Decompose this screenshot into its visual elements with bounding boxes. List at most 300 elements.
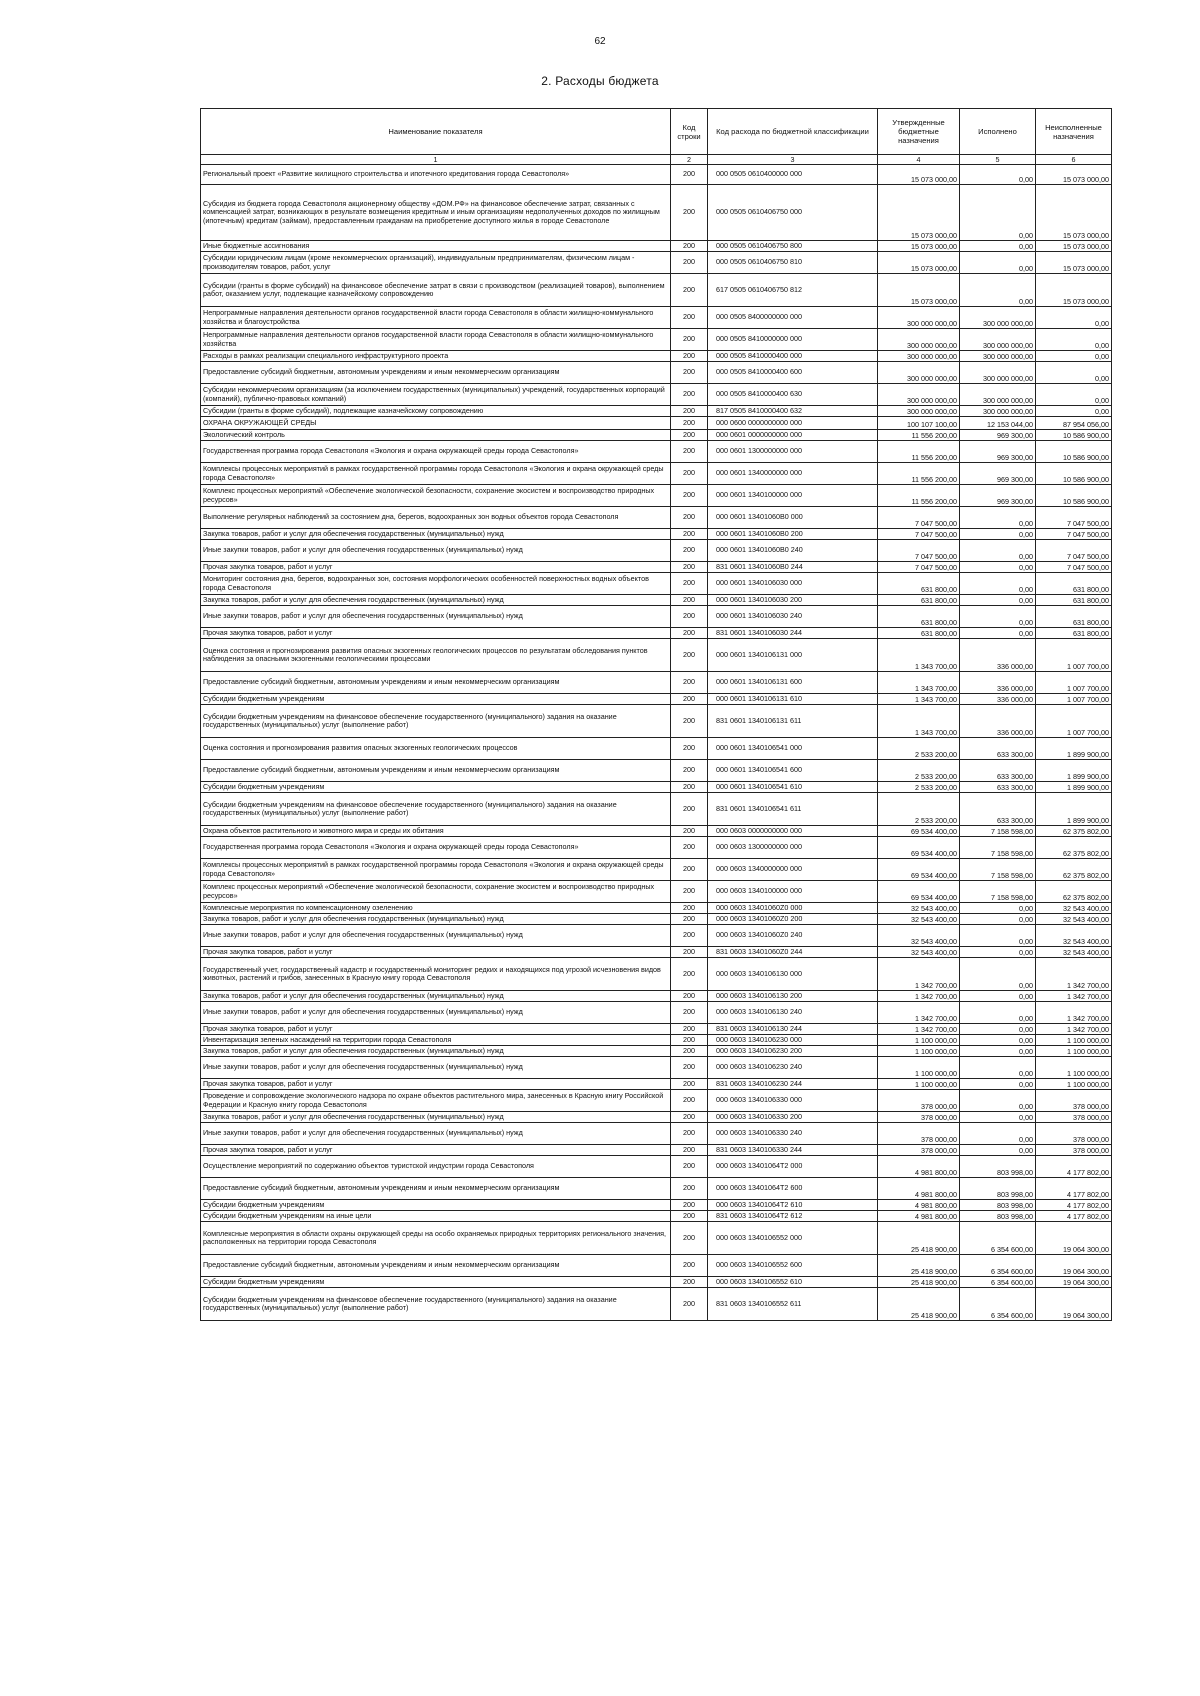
executed-amount-cell: 0,00 — [960, 947, 1036, 958]
approved-amount-cell: 25 418 900,00 — [878, 1222, 960, 1255]
unexecuted-amount-cell: 15 073 000,00 — [1036, 241, 1112, 252]
line-code-cell: 200 — [671, 914, 708, 925]
executed-amount-cell: 0,00 — [960, 573, 1036, 595]
executed-amount-cell: 0,00 — [960, 1024, 1036, 1035]
unexecuted-amount-cell: 10 586 900,00 — [1036, 430, 1112, 441]
budget-code-cell: 000 0601 1340000000 000 — [708, 463, 878, 485]
header-row — [201, 109, 1112, 155]
budget-code-cell: 000 0603 1340106552 000 — [708, 1222, 878, 1255]
indicator-name-cell: Прочая закупка товаров, работ и услуг — [201, 1145, 671, 1156]
indicator-name-cell: Прочая закупка товаров, работ и услуг — [201, 562, 671, 573]
approved-amount-cell: 25 418 900,00 — [878, 1288, 960, 1321]
approved-amount-cell: 7 047 500,00 — [878, 562, 960, 573]
line-code-cell: 200 — [671, 958, 708, 991]
budget-code-cell: 000 0601 1340100000 000 — [708, 485, 878, 507]
unexecuted-amount-cell: 19 064 300,00 — [1036, 1222, 1112, 1255]
unexecuted-amount-cell: 15 073 000,00 — [1036, 274, 1112, 307]
approved-amount-cell: 32 543 400,00 — [878, 914, 960, 925]
approved-amount-cell: 7 047 500,00 — [878, 540, 960, 562]
line-code-cell: 200 — [671, 991, 708, 1002]
table-body — [201, 165, 1112, 1321]
approved-amount-cell: 11 556 200,00 — [878, 441, 960, 463]
table-row — [201, 1211, 1112, 1222]
table-row — [201, 1156, 1112, 1178]
indicator-name-cell: Предоставление субсидий бюджетным, автономным учреждениям и иным некоммерческим организациям — [201, 362, 671, 384]
indicator-name-cell: Субсидии некоммерческим организациям (за исключением государственных (муниципальных) учреждений, государственных корпораций (компаний), публично-правовых компаний) — [201, 384, 671, 406]
indicator-name-cell: Иные закупки товаров, работ и услуг для обеспечения государственных (муниципальных) нужд — [201, 540, 671, 562]
line-code-cell: 200 — [671, 1079, 708, 1090]
unexecuted-amount-cell: 32 543 400,00 — [1036, 947, 1112, 958]
budget-code-cell: 000 0601 13401060В0 000 — [708, 507, 878, 529]
table-row — [201, 914, 1112, 925]
approved-amount-cell: 1 342 700,00 — [878, 991, 960, 1002]
line-code-cell: 200 — [671, 628, 708, 639]
unexecuted-amount-cell: 1 100 000,00 — [1036, 1079, 1112, 1090]
executed-amount-cell: 0,00 — [960, 185, 1036, 241]
budget-code-cell: 000 0603 1340106330 000 — [708, 1090, 878, 1112]
unexecuted-amount-cell: 32 543 400,00 — [1036, 914, 1112, 925]
table-row — [201, 1255, 1112, 1277]
table-row — [201, 485, 1112, 507]
indicator-name-cell: Комплекс процессных мероприятий «Обеспечение экологической безопасности, сохранение экосистем и воспроизводство природных ресурсов» — [201, 485, 671, 507]
line-code-cell: 200 — [671, 694, 708, 705]
unexecuted-amount-cell: 378 000,00 — [1036, 1123, 1112, 1145]
unexecuted-amount-cell: 87 954 056,00 — [1036, 417, 1112, 430]
table-row — [201, 417, 1112, 430]
executed-amount-cell: 633 300,00 — [960, 782, 1036, 793]
line-code-cell: 200 — [671, 793, 708, 826]
approved-amount-cell: 69 534 400,00 — [878, 837, 960, 859]
budget-code-cell: 000 0603 1340106130 200 — [708, 991, 878, 1002]
indicator-name-cell: Комплексные мероприятия по компенсационному озеленению — [201, 903, 671, 914]
approved-amount-cell: 32 543 400,00 — [878, 925, 960, 947]
budget-code-cell: 000 0603 1340106330 240 — [708, 1123, 878, 1145]
budget-code-cell: 000 0600 0000000000 000 — [708, 417, 878, 430]
approved-amount-cell: 15 073 000,00 — [878, 252, 960, 274]
budget-code-cell: 000 0601 0000000000 000 — [708, 430, 878, 441]
indicator-name-cell: Предоставление субсидий бюджетным, автономным учреждениям и иным некоммерческим организациям — [201, 1178, 671, 1200]
executed-amount-cell: 300 000 000,00 — [960, 329, 1036, 351]
approved-amount-cell: 4 981 800,00 — [878, 1156, 960, 1178]
budget-code-cell: 000 0601 1340106030 240 — [708, 606, 878, 628]
indicator-name-cell: Оценка состояния и прогнозирования развития опасных экзогенных геологических процессов по результатам обследования пунктов наблюдения за опасными экзогенными геологическими процессами — [201, 639, 671, 672]
approved-amount-cell: 1 343 700,00 — [878, 705, 960, 738]
approved-amount-cell: 300 000 000,00 — [878, 329, 960, 351]
budget-code-cell: 000 0603 1340106552 610 — [708, 1277, 878, 1288]
line-code-cell: 200 — [671, 562, 708, 573]
approved-amount-cell: 15 073 000,00 — [878, 185, 960, 241]
table-row — [201, 252, 1112, 274]
unexecuted-amount-cell: 7 047 500,00 — [1036, 562, 1112, 573]
unexecuted-amount-cell: 19 064 300,00 — [1036, 1255, 1112, 1277]
budget-code-cell: 000 0603 13401060Z0 200 — [708, 914, 878, 925]
approved-amount-cell: 378 000,00 — [878, 1112, 960, 1123]
indicator-name-cell: Непрограммные направления деятельности органов государственной власти города Севастополя в области жилищно-коммунального хозяйства и благоустройства — [201, 307, 671, 329]
indicator-name-cell: Государственная программа города Севастополя «Экология и охрана окружающей среды города Севастополя» — [201, 441, 671, 463]
line-code-cell: 200 — [671, 595, 708, 606]
table-row — [201, 760, 1112, 782]
unexecuted-amount-cell: 0,00 — [1036, 307, 1112, 329]
budget-code-cell: 000 0505 8410000400 630 — [708, 384, 878, 406]
executed-amount-cell: 0,00 — [960, 529, 1036, 540]
budget-code-cell: 000 0603 13401060Z0 000 — [708, 903, 878, 914]
budget-code-cell: 000 0603 13401064Т2 600 — [708, 1178, 878, 1200]
unexecuted-amount-cell: 0,00 — [1036, 329, 1112, 351]
unexecuted-amount-cell: 7 047 500,00 — [1036, 529, 1112, 540]
indicator-name-cell: Субсидии бюджетным учреждениям — [201, 1277, 671, 1288]
indicator-name-cell: Субсидии бюджетным учреждениям — [201, 782, 671, 793]
approved-amount-cell: 32 543 400,00 — [878, 947, 960, 958]
indicator-name-cell: Комплексы процессных мероприятий в рамках государственной программы города Севастополя «Экология и охрана окружающей среды города Севастополя» — [201, 463, 671, 485]
table-row — [201, 958, 1112, 991]
indicator-name-cell: Предоставление субсидий бюджетным, автономным учреждениям и иным некоммерческим организациям — [201, 1255, 671, 1277]
indicator-name-cell: Оценка состояния и прогнозирования развития опасных экзогенных геологических процессов — [201, 738, 671, 760]
line-code-cell: 200 — [671, 241, 708, 252]
table-row — [201, 1145, 1112, 1156]
executed-amount-cell: 0,00 — [960, 1112, 1036, 1123]
page-title: 2. Расходы бюджета — [541, 74, 659, 88]
line-code-cell: 200 — [671, 485, 708, 507]
table-row — [201, 1178, 1112, 1200]
budget-code-cell: 000 0505 8410000400 000 — [708, 351, 878, 362]
executed-amount-cell: 300 000 000,00 — [960, 384, 1036, 406]
budget-code-cell: 831 0601 13401060В0 244 — [708, 562, 878, 573]
approved-amount-cell: 2 533 200,00 — [878, 738, 960, 760]
approved-amount-cell: 11 556 200,00 — [878, 430, 960, 441]
table-row — [201, 463, 1112, 485]
unexecuted-amount-cell: 4 177 802,00 — [1036, 1156, 1112, 1178]
budget-code-cell: 000 0601 1340106131 600 — [708, 672, 878, 694]
budget-code-cell: 000 0601 1340106131 000 — [708, 639, 878, 672]
budget-code-cell: 831 0603 1340106552 611 — [708, 1288, 878, 1321]
indicator-name-cell: Экологический контроль — [201, 430, 671, 441]
line-code-cell: 200 — [671, 1178, 708, 1200]
line-code-cell: 200 — [671, 925, 708, 947]
unexecuted-amount-cell: 0,00 — [1036, 351, 1112, 362]
executed-amount-cell: 803 998,00 — [960, 1211, 1036, 1222]
approved-amount-cell: 300 000 000,00 — [878, 384, 960, 406]
executed-amount-cell: 0,00 — [960, 274, 1036, 307]
indicator-name-cell: Закупка товаров, работ и услуг для обеспечения государственных (муниципальных) нужд — [201, 1046, 671, 1057]
unexecuted-amount-cell: 1 100 000,00 — [1036, 1046, 1112, 1057]
line-code-cell: 200 — [671, 1145, 708, 1156]
line-code-cell: 200 — [671, 351, 708, 362]
executed-amount-cell: 7 158 598,00 — [960, 826, 1036, 837]
executed-amount-cell: 0,00 — [960, 562, 1036, 573]
indicator-name-cell: Субсидия из бюджета города Севастополя акционерному обществу «ДОМ.РФ» на финансовое обеспечение затрат, связанных с компенсацией затрат, возникающих в результате возмещения кредитным и иным организациям недополученных доходов по жилищным (ипотечным) кредитам (займам), предоставленным гражданам на приобретение доступного жилья в городе Севастополе — [201, 185, 671, 241]
executed-amount-cell: 0,00 — [960, 252, 1036, 274]
budget-code-cell: 000 0505 0610400000 000 — [708, 165, 878, 185]
approved-amount-cell: 7 047 500,00 — [878, 507, 960, 529]
table-row — [201, 430, 1112, 441]
indicator-name-cell: Субсидии бюджетным учреждениям — [201, 694, 671, 705]
line-code-cell: 200 — [671, 307, 708, 329]
line-code-cell: 200 — [671, 540, 708, 562]
executed-amount-cell: 803 998,00 — [960, 1200, 1036, 1211]
indicator-name-cell: Субсидии бюджетным учреждениям — [201, 1200, 671, 1211]
table-row — [201, 826, 1112, 837]
executed-amount-cell: 0,00 — [960, 991, 1036, 1002]
budget-code-cell: 000 0603 1340106130 240 — [708, 1002, 878, 1024]
budget-code-cell: 000 0601 1340106030 000 — [708, 573, 878, 595]
approved-amount-cell: 69 534 400,00 — [878, 826, 960, 837]
executed-amount-cell: 300 000 000,00 — [960, 351, 1036, 362]
unexecuted-amount-cell: 10 586 900,00 — [1036, 485, 1112, 507]
table-row — [201, 705, 1112, 738]
executed-amount-cell: 0,00 — [960, 925, 1036, 947]
table-row — [201, 881, 1112, 903]
table-row — [201, 793, 1112, 826]
column-header-name: Наименование показателя — [201, 109, 671, 155]
approved-amount-cell: 378 000,00 — [878, 1145, 960, 1156]
line-code-cell: 200 — [671, 837, 708, 859]
executed-amount-cell: 803 998,00 — [960, 1178, 1036, 1200]
executed-amount-cell: 0,00 — [960, 165, 1036, 185]
budget-code-cell: 000 0603 1340106330 200 — [708, 1112, 878, 1123]
table-row — [201, 1057, 1112, 1079]
budget-code-cell: 000 0603 0000000000 000 — [708, 826, 878, 837]
indicator-name-cell: Субсидии бюджетным учреждениям на финансовое обеспечение государственного (муниципального) задания на оказание государственных (муниципальных) услуг (выполнение работ) — [201, 793, 671, 826]
table-row — [201, 639, 1112, 672]
column-number: 6 — [1036, 155, 1112, 165]
executed-amount-cell: 633 300,00 — [960, 760, 1036, 782]
executed-amount-cell: 0,00 — [960, 1145, 1036, 1156]
table-row — [201, 1288, 1112, 1321]
executed-amount-cell: 633 300,00 — [960, 793, 1036, 826]
budget-code-cell: 831 0601 1340106030 244 — [708, 628, 878, 639]
unexecuted-amount-cell: 62 375 802,00 — [1036, 881, 1112, 903]
column-header-unexecuted: Неисполненные назначения — [1036, 109, 1112, 155]
executed-amount-cell: 300 000 000,00 — [960, 406, 1036, 417]
executed-amount-cell: 0,00 — [960, 958, 1036, 991]
column-number: 3 — [708, 155, 878, 165]
indicator-name-cell: Комплекс процессных мероприятий «Обеспечение экологической безопасности, сохранение экосистем и воспроизводство природных ресурсов» — [201, 881, 671, 903]
line-code-cell: 200 — [671, 1123, 708, 1145]
executed-amount-cell: 7 158 598,00 — [960, 859, 1036, 881]
line-code-cell: 200 — [671, 1222, 708, 1255]
line-code-cell: 200 — [671, 1002, 708, 1024]
budget-code-cell: 831 0601 1340106541 611 — [708, 793, 878, 826]
table-row — [201, 1002, 1112, 1024]
executed-amount-cell: 336 000,00 — [960, 672, 1036, 694]
indicator-name-cell: Расходы в рамках реализации специального инфраструктурного проекта — [201, 351, 671, 362]
line-code-cell: 200 — [671, 881, 708, 903]
indicator-name-cell: Государственная программа города Севастополя «Экология и охрана окружающей среды города Севастополя» — [201, 837, 671, 859]
approved-amount-cell: 1 100 000,00 — [878, 1035, 960, 1046]
approved-amount-cell: 631 800,00 — [878, 595, 960, 606]
table-row — [201, 595, 1112, 606]
budget-code-cell: 000 0601 13401060В0 200 — [708, 529, 878, 540]
indicator-name-cell: Субсидии (гранты в форме субсидий), подлежащие казначейскому сопровождению — [201, 406, 671, 417]
indicator-name-cell: Субсидии бюджетным учреждениям на иные цели — [201, 1211, 671, 1222]
unexecuted-amount-cell: 1 342 700,00 — [1036, 1002, 1112, 1024]
approved-amount-cell: 25 418 900,00 — [878, 1277, 960, 1288]
budget-code-cell: 831 0603 1340106230 244 — [708, 1079, 878, 1090]
line-code-cell: 200 — [671, 573, 708, 595]
unexecuted-amount-cell: 10 586 900,00 — [1036, 441, 1112, 463]
line-code-cell: 200 — [671, 826, 708, 837]
approved-amount-cell: 69 534 400,00 — [878, 881, 960, 903]
indicator-name-cell: Комплексы процессных мероприятий в рамках государственной программы города Севастополя «Экология и охрана окружающей среды города Севастополя» — [201, 859, 671, 881]
budget-code-cell: 000 0505 0610406750 800 — [708, 241, 878, 252]
table-row — [201, 1123, 1112, 1145]
executed-amount-cell: 0,00 — [960, 1002, 1036, 1024]
indicator-name-cell: Прочая закупка товаров, работ и услуг — [201, 1079, 671, 1090]
indicator-name-cell: Иные закупки товаров, работ и услуг для обеспечения государственных (муниципальных) нужд — [201, 1057, 671, 1079]
indicator-name-cell: Инвентаризация зеленых насаждений на территории города Севастополя — [201, 1035, 671, 1046]
indicator-name-cell: Субсидии бюджетным учреждениям на финансовое обеспечение государственного (муниципального) задания на оказание государственных (муниципальных) услуг (выполнение работ) — [201, 1288, 671, 1321]
approved-amount-cell: 378 000,00 — [878, 1123, 960, 1145]
executed-amount-cell: 0,00 — [960, 241, 1036, 252]
budget-code-cell: 000 0505 8410000000 000 — [708, 329, 878, 351]
line-code-cell: 200 — [671, 760, 708, 782]
executed-amount-cell: 336 000,00 — [960, 694, 1036, 705]
column-number: 4 — [878, 155, 960, 165]
table-row — [201, 606, 1112, 628]
line-code-cell: 200 — [671, 738, 708, 760]
approved-amount-cell: 15 073 000,00 — [878, 165, 960, 185]
line-code-cell: 200 — [671, 430, 708, 441]
indicator-name-cell: Мониторинг состояния дна, берегов, водоохранных зон, состояния морфологических особенностей поверхностных водных объектов города Севастополя — [201, 573, 671, 595]
table-row — [201, 441, 1112, 463]
unexecuted-amount-cell: 631 800,00 — [1036, 595, 1112, 606]
table-row — [201, 782, 1112, 793]
table-row — [201, 185, 1112, 241]
executed-amount-cell: 0,00 — [960, 903, 1036, 914]
unexecuted-amount-cell: 1 007 700,00 — [1036, 705, 1112, 738]
unexecuted-amount-cell: 62 375 802,00 — [1036, 826, 1112, 837]
table-row — [201, 738, 1112, 760]
indicator-name-cell: Прочая закупка товаров, работ и услуг — [201, 947, 671, 958]
indicator-name-cell: Субсидии бюджетным учреждениям на финансовое обеспечение государственного (муниципального) задания на оказание государственных (муниципальных) услуг (выполнение работ) — [201, 705, 671, 738]
approved-amount-cell: 1 100 000,00 — [878, 1046, 960, 1057]
approved-amount-cell: 100 107 100,00 — [878, 417, 960, 430]
approved-amount-cell: 1 343 700,00 — [878, 672, 960, 694]
indicator-name-cell: Закупка товаров, работ и услуг для обеспечения государственных (муниципальных) нужд — [201, 914, 671, 925]
approved-amount-cell: 631 800,00 — [878, 573, 960, 595]
unexecuted-amount-cell: 15 073 000,00 — [1036, 165, 1112, 185]
unexecuted-amount-cell: 1 100 000,00 — [1036, 1035, 1112, 1046]
budget-code-cell: 000 0603 13401064Т2 610 — [708, 1200, 878, 1211]
indicator-name-cell: Иные закупки товаров, работ и услуг для обеспечения государственных (муниципальных) нужд — [201, 1123, 671, 1145]
approved-amount-cell: 15 073 000,00 — [878, 241, 960, 252]
table-row — [201, 925, 1112, 947]
indicator-name-cell: Государственный учет, государственный кадастр и государственный мониторинг редких и находящихся под угрозой исчезновения видов животных, растений и грибов, занесенных в Красную книгу города Севастополя — [201, 958, 671, 991]
table-row — [201, 307, 1112, 329]
approved-amount-cell: 1 343 700,00 — [878, 639, 960, 672]
indicator-name-cell: Осуществление мероприятий по содержанию объектов туристской индустрии города Севастополя — [201, 1156, 671, 1178]
indicator-name-cell: Субсидии юридическим лицам (кроме некоммерческих организаций), индивидуальным предпринимателям, физическим лицам - производителям товаров, работ, услуг — [201, 252, 671, 274]
executed-amount-cell: 969 300,00 — [960, 430, 1036, 441]
budget-code-cell: 000 0505 8410000400 600 — [708, 362, 878, 384]
line-code-cell: 200 — [671, 947, 708, 958]
line-code-cell: 200 — [671, 705, 708, 738]
line-code-cell: 200 — [671, 329, 708, 351]
table-row — [201, 241, 1112, 252]
table-row — [201, 1035, 1112, 1046]
approved-amount-cell: 2 533 200,00 — [878, 760, 960, 782]
approved-amount-cell: 378 000,00 — [878, 1090, 960, 1112]
line-code-cell: 200 — [671, 1024, 708, 1035]
approved-amount-cell: 300 000 000,00 — [878, 307, 960, 329]
line-code-cell: 200 — [671, 185, 708, 241]
table-row — [201, 903, 1112, 914]
executed-amount-cell: 300 000 000,00 — [960, 362, 1036, 384]
unexecuted-amount-cell: 10 586 900,00 — [1036, 463, 1112, 485]
line-code-cell: 200 — [671, 782, 708, 793]
unexecuted-amount-cell: 378 000,00 — [1036, 1112, 1112, 1123]
table-row — [201, 562, 1112, 573]
budget-code-cell: 000 0601 1340106541 000 — [708, 738, 878, 760]
executed-amount-cell: 0,00 — [960, 540, 1036, 562]
column-header-approved: Утвержденные бюджетные назначения — [878, 109, 960, 155]
executed-amount-cell: 6 354 600,00 — [960, 1255, 1036, 1277]
executed-amount-cell: 803 998,00 — [960, 1156, 1036, 1178]
unexecuted-amount-cell: 378 000,00 — [1036, 1090, 1112, 1112]
executed-amount-cell: 0,00 — [960, 507, 1036, 529]
table-row — [201, 529, 1112, 540]
budget-code-cell: 000 0603 1340000000 000 — [708, 859, 878, 881]
table-row — [201, 573, 1112, 595]
unexecuted-amount-cell: 4 177 802,00 — [1036, 1200, 1112, 1211]
line-code-cell: 200 — [671, 1057, 708, 1079]
line-code-cell: 200 — [671, 362, 708, 384]
budget-code-cell: 000 0505 0610406750 810 — [708, 252, 878, 274]
approved-amount-cell: 300 000 000,00 — [878, 351, 960, 362]
line-code-cell: 200 — [671, 606, 708, 628]
line-code-cell: 200 — [671, 859, 708, 881]
indicator-name-cell: Иные закупки товаров, работ и услуг для обеспечения государственных (муниципальных) нужд — [201, 925, 671, 947]
table-row — [201, 628, 1112, 639]
column-number: 5 — [960, 155, 1036, 165]
budget-code-cell: 000 0603 13401060Z0 240 — [708, 925, 878, 947]
table-row — [201, 274, 1112, 307]
line-code-cell: 200 — [671, 441, 708, 463]
budget-code-cell: 831 0603 13401064Т2 612 — [708, 1211, 878, 1222]
table-row — [201, 165, 1112, 185]
approved-amount-cell: 631 800,00 — [878, 606, 960, 628]
unexecuted-amount-cell: 4 177 802,00 — [1036, 1211, 1112, 1222]
budget-code-cell: 000 0601 1300000000 000 — [708, 441, 878, 463]
budget-code-cell: 000 0603 1340106230 000 — [708, 1035, 878, 1046]
table-row — [201, 1112, 1112, 1123]
expenditure-table — [200, 108, 1112, 1321]
executed-amount-cell: 0,00 — [960, 595, 1036, 606]
executed-amount-cell: 12 153 044,00 — [960, 417, 1036, 430]
executed-amount-cell: 0,00 — [960, 1123, 1036, 1145]
line-code-cell: 200 — [671, 672, 708, 694]
budget-code-cell: 831 0603 1340106330 244 — [708, 1145, 878, 1156]
table-row — [201, 694, 1112, 705]
indicator-name-cell: Закупка товаров, работ и услуг для обеспечения государственных (муниципальных) нужд — [201, 595, 671, 606]
executed-amount-cell: 969 300,00 — [960, 441, 1036, 463]
budget-code-cell: 000 0601 1340106541 600 — [708, 760, 878, 782]
unexecuted-amount-cell: 0,00 — [1036, 362, 1112, 384]
unexecuted-amount-cell: 631 800,00 — [1036, 628, 1112, 639]
column-header-budget-code: Код расхода по бюджетной классификации — [708, 109, 878, 155]
line-code-cell: 200 — [671, 165, 708, 185]
budget-code-cell: 000 0603 1300000000 000 — [708, 837, 878, 859]
table-row — [201, 1222, 1112, 1255]
indicator-name-cell: Закупка товаров, работ и услуг для обеспечения государственных (муниципальных) нужд — [201, 529, 671, 540]
unexecuted-amount-cell: 1 899 900,00 — [1036, 793, 1112, 826]
approved-amount-cell: 4 981 800,00 — [878, 1178, 960, 1200]
line-code-cell: 200 — [671, 1090, 708, 1112]
executed-amount-cell: 969 300,00 — [960, 463, 1036, 485]
indicator-name-cell: Иные закупки товаров, работ и услуг для обеспечения государственных (муниципальных) нужд — [201, 606, 671, 628]
unexecuted-amount-cell: 631 800,00 — [1036, 573, 1112, 595]
approved-amount-cell: 11 556 200,00 — [878, 463, 960, 485]
